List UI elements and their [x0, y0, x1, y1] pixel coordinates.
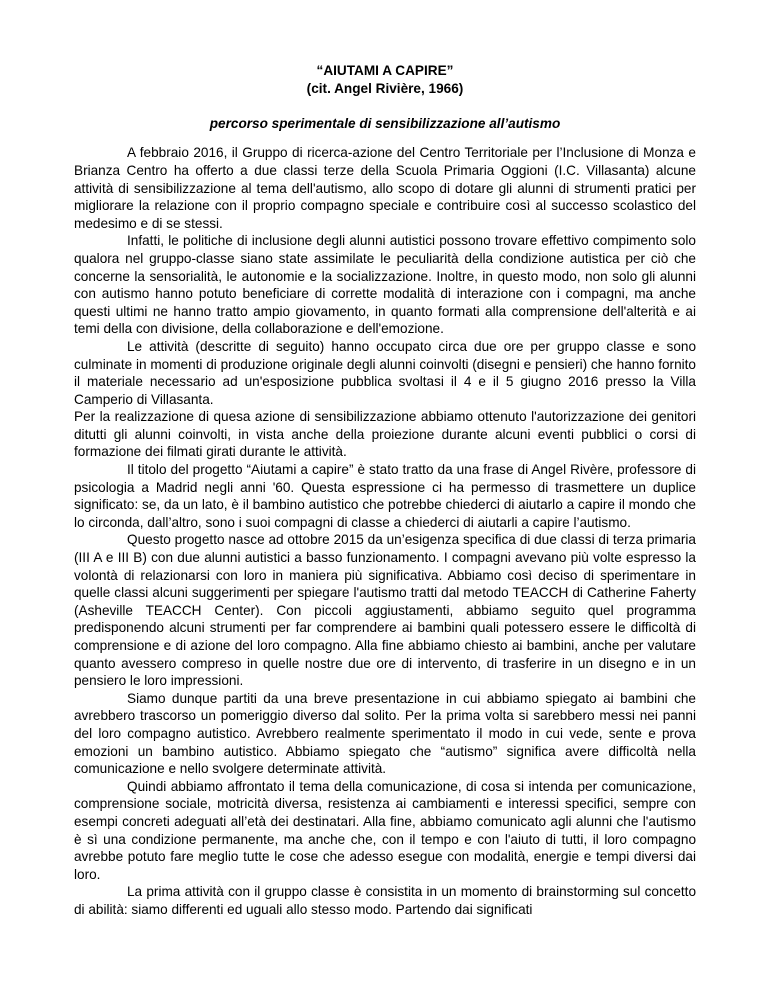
document-title: “AIUTAMI A CAPIRE”: [316, 63, 454, 78]
paragraph: Siamo dunque partiti da una breve presentazione in cui abbiamo spiegato ai bambini che avrebbero trascorso un pomeriggio diverso dal solito. Per la prima volta si sarebbero messi nei panni del loro compagno autistico. Avrebbero realmente sperimentato il modo in cui vede, sente e prova emozioni un bambino autistico. Abbiamo spiegato che “autismo” significa avere difficoltà nella comunicazione e nello svolgere determinate attività.: [74, 690, 696, 777]
paragraph: La prima attività con il gruppo classe è consistita in un momento di brainstorming sul concetto di abilità: siamo differenti ed uguali allo stesso modo. Partendo dai significati: [74, 884, 696, 917]
document-citation: (cit. Angel Rivière, 1966): [306, 80, 464, 96]
paragraph: Quindi abbiamo affrontato il tema della comunicazione, di cosa si intenda per comunicazione, comprensione sociale, motricità diversa, resistenza ai cambiamenti e interessi specifici, sempre con esempi concreti adeguati all’età dei destinatari. Alla fine, abbiamo comunicato agli alunni che l'autismo è sì una condizione permanente, ma anche che, con il tempo e con l'aiuto di tutti, il loro compagno avrebbe potuto fare meglio tutte le cose che adesso esegue con modalità, energie e tempi diversi dai loro.: [74, 778, 696, 882]
paragraph: Infatti, le politiche di inclusione degli alunni autistici possono trovare effettivo compimento solo qualora nel gruppo-classe siano state assimilate le peculiarità della condizione autistica per ciò che concerne la sensorialità, le autonomie e la socializzazione. Inoltre, in questo modo, non solo gli alunni con autismo hanno potuto beneficiare di corrette modalità di interazione con i compagni, ma anche questi ultimi ne hanno tratto ampio giovamento, in quanto formati alla comprensione dell'alterità e ai temi della con divisione, della collaborazione e dell'emozione.: [74, 233, 696, 337]
document-subtitle: percorso sperimentale di sensibilizzazione all’autismo: [209, 115, 561, 131]
spacer: [74, 97, 696, 115]
document-page: [74, 62, 696, 919]
paragraph: Questo progetto nasce ad ottobre 2015 da un’esigenza specifica di due classi di terza primaria (III A e III B) con due alunni autistici a basso funzionamento. I compagni avevano più volte espresso la volontà di relazionarsi con loro in maniera più significativa. Abbiamo così deciso di sperimentare in quelle classi alcuni suggerimenti per spiegare l'autismo tratti dal metodo TEACCH di Catherine Faherty (Asheville TEACCH Center). Con piccoli aggiustamenti, abbiamo seguito quel programma predisponendo alcuni strumenti per far comprendere ai bambini quali potessero essere le difficoltà di comprensione e di azione del loro compagno. Alla fine abbiamo chiesto ai bambini, anche per valutare quanto avessero compreso in quelle nostre due ore di intervento, di trasferire in un disegno e in un pensiero le loro impressioni.: [74, 532, 696, 689]
paragraph: Le attività (descritte di seguito) hanno occupato circa due ore per gruppo classe e sono culminate in momenti di produzione originale degli alunni coinvolti (disegni e pensieri) che hanno fornito il materiale necessario ad un'esposizione pubblica svoltasi il 4 e il 5 giugno 2016 presso la Villa Camperio di Villasanta.: [74, 338, 696, 407]
paragraph: Il titolo del progetto “Aiutami a capire” è stato tratto da una frase di Angel Rivère, professore di psicologia a Madrid negli anni '60. Questa espressione ci ha permesso di trasmettere un duplice significato: se, da un lato, è il bambino autistico che potrebbe chiederci di aiutarlo a capire il mondo che lo circonda, dall’altro, sono i suoi compagni di classe a chiederci di aiutarli a capire l’autismo.: [74, 462, 696, 530]
paragraph: Per la realizzazione di quesa azione di sensibilizzazione abbiamo ottenuto l'autorizzazione dei genitori ditutti gli alunni coinvolti, in vista anche della proiezione durante alcuni eventi pubblici o corsi di formazione dei filmati girati durante le attività.: [74, 409, 696, 460]
paragraph: A febbraio 2016, il Gruppo di ricerca-azione del Centro Territoriale per l’Inclusione di Monza e Brianza Centro ha offerto a due classi terze della Scuola Primaria Oggioni (I.C. Villasanta) alcune attività di sensibilizzazione al tema dell'autismo, allo scopo di dotare gli alunni di strumenti pratici per migliorare la relazione con il proprio compagno speciale e contribuire così al successo scolastico del medesimo e di se stessi.: [74, 145, 696, 231]
